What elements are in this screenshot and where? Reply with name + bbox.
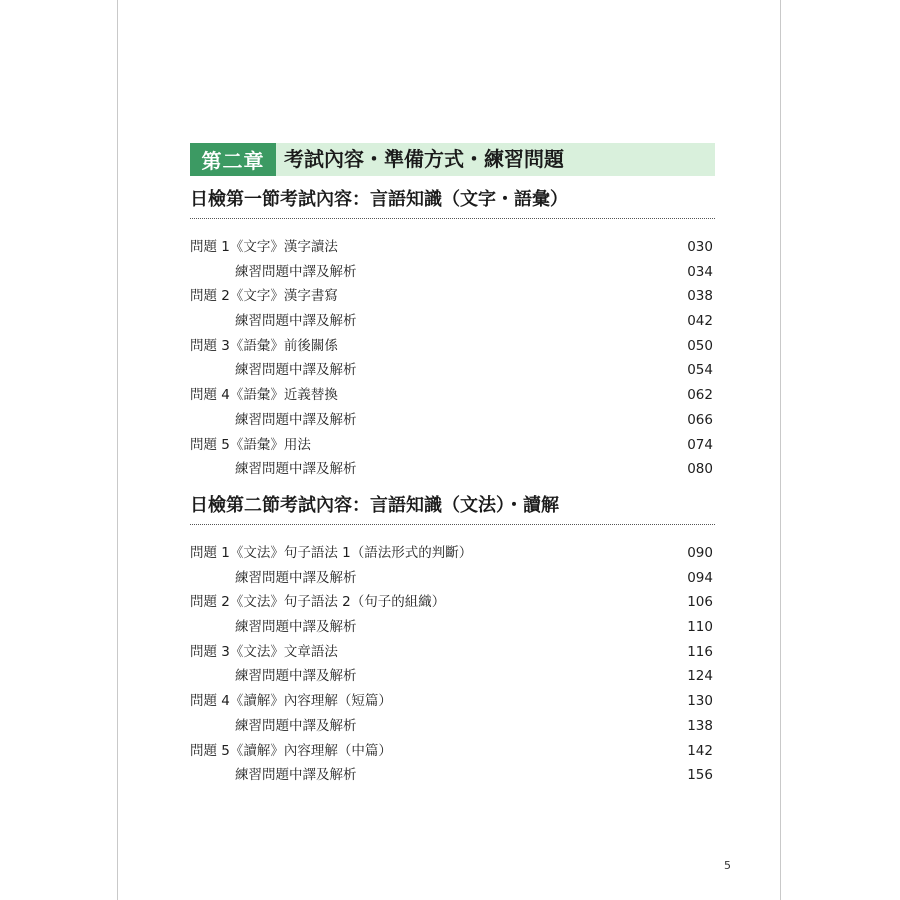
- chapter-label: 第二章: [190, 143, 276, 176]
- toc-entry-label: 問題 5《語彙》用法: [190, 436, 311, 453]
- toc-entry-page: 054: [687, 362, 713, 379]
- toc-subentry: [190, 763, 715, 788]
- toc-entry-page: 130: [687, 693, 713, 710]
- toc-entry-page: 142: [687, 742, 713, 759]
- toc-list: [190, 235, 715, 482]
- toc-section-1: [190, 186, 715, 482]
- toc-entry: [190, 541, 715, 566]
- toc-entry-label: 練習問題中譯及解析: [235, 313, 357, 330]
- toc-entry: [190, 334, 715, 359]
- toc-entry-page: 090: [687, 545, 713, 561]
- toc-entry-page: 066: [687, 411, 713, 428]
- toc-entry-label: 問題 3《語彙》前後關係: [190, 337, 338, 354]
- toc-entry: [190, 590, 715, 615]
- toc-subentry: [190, 664, 715, 689]
- toc-subentry: [190, 566, 715, 591]
- toc-entry-page: 106: [687, 594, 713, 611]
- toc-entry-label: 問題 1《文字》漢字讀法: [190, 239, 338, 255]
- toc-entry: [190, 383, 715, 408]
- toc-entry-label: 練習問題中譯及解析: [235, 362, 357, 379]
- toc-entry-label: 問題 4《語彙》近義替換: [190, 387, 338, 404]
- toc-entry-label: 問題 5《讀解》內容理解（中篇）: [190, 742, 392, 759]
- toc-entry-page: 038: [687, 288, 713, 305]
- toc-entry-page: 062: [687, 387, 713, 404]
- toc-entry-label: 練習問題中譯及解析: [235, 411, 357, 428]
- toc-entry-label: 問題 2《文字》漢字書寫: [190, 288, 338, 305]
- chapter-banner: [190, 143, 715, 176]
- book-page: [117, 0, 781, 900]
- toc-entry-label: 練習問題中譯及解析: [235, 668, 357, 685]
- toc-entry-page: 042: [687, 313, 713, 330]
- toc-entry-label: 問題 4《讀解》內容理解（短篇）: [190, 693, 392, 710]
- toc-subentry: [190, 358, 715, 383]
- toc-entry-label: 問題 1《文法》句子語法 1（語法形式的判斷）: [190, 545, 473, 561]
- toc-entry-label: 練習問題中譯及解析: [235, 767, 357, 784]
- toc-entry-page: 116: [687, 643, 713, 660]
- toc-subentry: [190, 408, 715, 433]
- toc-entry-label: 練習問題中譯及解析: [235, 619, 357, 636]
- section-title: 日檢第一節考試內容：言語知識（文字・語彙）: [190, 186, 715, 219]
- toc-entry: [190, 284, 715, 309]
- toc-entry: [190, 739, 715, 764]
- toc-entry-page: 138: [687, 717, 713, 734]
- toc-section-2: [190, 492, 715, 788]
- toc-subentry: [190, 457, 715, 482]
- chapter-title: 考試內容・準備方式・練習問題: [284, 147, 564, 171]
- toc-entry-page: 074: [687, 436, 713, 453]
- toc-subentry: [190, 309, 715, 334]
- toc-entry-label: 練習問題中譯及解析: [235, 263, 357, 280]
- toc-entry-page: 034: [687, 263, 713, 280]
- toc-entry-label: 問題 3《文法》文章語法: [190, 643, 338, 660]
- toc-list: [190, 541, 715, 788]
- page-number: 5: [724, 859, 731, 872]
- section-title: 日檢第二節考試內容：言語知識（文法）・讀解: [190, 492, 715, 525]
- toc-entry-label: 練習問題中譯及解析: [235, 717, 357, 734]
- toc-entry: [190, 235, 715, 260]
- toc-subentry: [190, 260, 715, 285]
- toc-entry-page: 050: [687, 337, 713, 354]
- toc-entry-label: 練習問題中譯及解析: [235, 569, 357, 586]
- toc-entry-page: 156: [687, 767, 713, 784]
- toc-subentry: [190, 714, 715, 739]
- toc-entry: [190, 640, 715, 665]
- toc-entry-page: 030: [687, 239, 713, 255]
- toc-entry-label: 問題 2《文法》句子語法 2（句子的組織）: [190, 594, 446, 611]
- toc-entry-label: 練習問題中譯及解析: [235, 461, 357, 478]
- toc-entry-page: 110: [687, 619, 713, 636]
- toc-entry: [190, 689, 715, 714]
- toc-entry: [190, 433, 715, 458]
- toc-entry-page: 094: [687, 569, 713, 586]
- toc-entry-page: 124: [687, 668, 713, 685]
- toc-entry-page: 080: [687, 461, 713, 478]
- toc-subentry: [190, 615, 715, 640]
